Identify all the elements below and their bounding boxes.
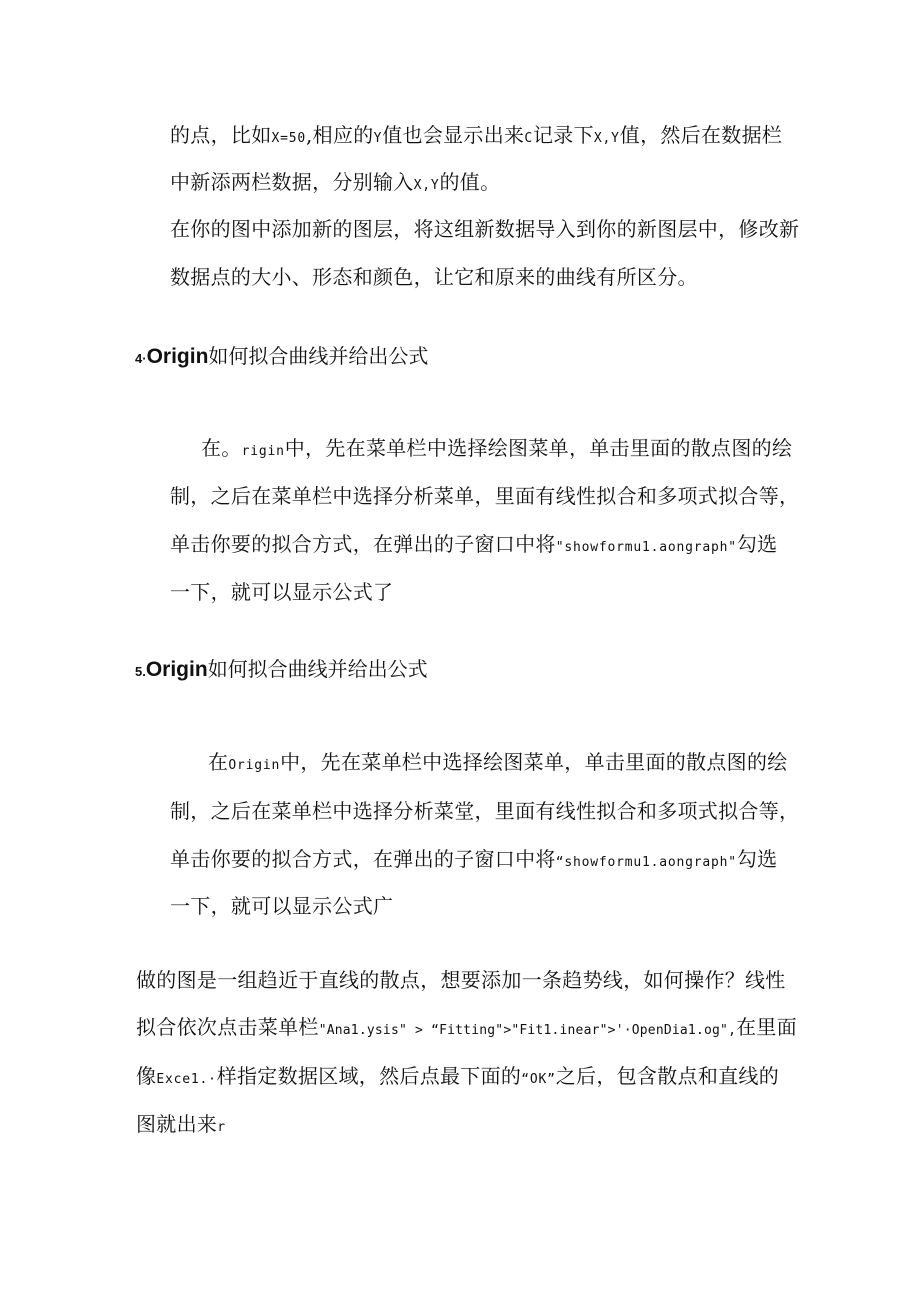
text-run: 的点，比如 — [170, 123, 272, 147]
paragraph-5-line-3 — [136, 1062, 779, 1094]
text-run: 勾选 — [736, 532, 778, 556]
text-run: “OK” — [521, 1072, 556, 1087]
text-run: 中，先在菜单栏中选择绘图菜单，单击里面的散点图的绘 — [284, 436, 793, 460]
text-run: "Ana1.ysis" > “Fitting">"Fit1.inear">'·OpenDia1.og", — [318, 1023, 737, 1038]
text-run: 样指定数据区域，然后点最下面的 — [216, 1064, 522, 1088]
text-run: r — [217, 1120, 226, 1135]
text-run: 图就出来 — [136, 1112, 218, 1136]
paragraph-5-line-1: 做的图是一组趋近于直线的散点，想要添加一条趋势线，如何操作？线性 — [136, 968, 786, 992]
paragraph-4-line-1 — [208, 748, 788, 780]
text-run: X,Y — [593, 131, 620, 146]
text-run: C — [524, 131, 533, 146]
text-run: 的值。 — [439, 170, 501, 194]
heading-keyword: Origin — [145, 658, 208, 681]
text-run: rigin — [241, 444, 285, 459]
section-heading-5 — [135, 655, 428, 686]
paragraph-5-line-4 — [136, 1110, 226, 1142]
text-run: 在里面 — [736, 1015, 797, 1039]
paragraph-1-line-1 — [170, 121, 782, 153]
text-run: Exce1.· — [156, 1072, 217, 1087]
heading-number: 4· — [135, 351, 147, 366]
text-run: 记录下 — [532, 123, 594, 147]
text-run: 单击你要的拟合方式，在弹出的子窗口中将 — [170, 847, 556, 871]
text-run: X=50 — [271, 131, 307, 146]
text-run: 勾选 — [736, 847, 778, 871]
text-run: 拟合依次点击菜单栏 — [136, 1015, 319, 1039]
text-run: Y — [373, 131, 383, 146]
text-run: X,Y — [413, 178, 440, 193]
text-run: 值，然后在数据栏 — [619, 123, 783, 147]
text-run: “showformu1.aongraph" — [555, 855, 737, 870]
text-run: 之后，包含散点和直线的 — [555, 1064, 780, 1088]
heading-keyword: Origin — [146, 345, 209, 368]
text-run: ,相应的 — [306, 123, 374, 147]
heading-text: 如何拟合曲线并给出公式 — [208, 344, 429, 368]
heading-text: 如何拟合曲线并给出公式 — [207, 657, 428, 681]
text-run: 中新添两栏数据，分别输入 — [170, 170, 414, 194]
paragraph-3-line-4: 一下，就可以显示公式了 — [170, 580, 394, 604]
section-heading-4 — [135, 342, 428, 373]
heading-number: 5. — [135, 664, 146, 679]
text-run: 单击你要的拟合方式，在弹出的子窗口中将 — [170, 532, 556, 556]
paragraph-1-line-2 — [170, 168, 500, 200]
paragraph-4-line-2: 制，之后在菜单栏中选择分析菜堂，里面有线性拟合和多项式拟合等， — [170, 799, 800, 823]
paragraph-4-line-3 — [170, 845, 777, 877]
text-run: 像 — [136, 1064, 157, 1088]
text-run: 值也会显示出来 — [382, 123, 525, 147]
text-run: "showformu1.aongraph" — [555, 540, 737, 555]
paragraph-4-line-4: 一下，就可以显示公式广 — [170, 894, 394, 918]
text-run: 在 — [208, 750, 229, 774]
paragraph-5-line-2 — [136, 1013, 797, 1045]
text-run: 中，先在菜单栏中选择绘图菜单，单击里面的散点图的绘 — [280, 750, 788, 774]
paragraph-3-line-2: 制，之后在菜单栏中选择分析菜单，里面有线性拟合和多项式拟合等， — [170, 484, 800, 508]
text-run: 在。 — [201, 436, 242, 460]
paragraph-2-line-2: 数据点的大小、形态和颜色，让它和原来的曲线有所区分。 — [170, 265, 698, 289]
paragraph-2-line-1: 在你的图中添加新的图层，将这组新数据导入到你的新图层中，修改新 — [170, 217, 800, 241]
text-run: Origin — [228, 758, 281, 773]
paragraph-3-line-3 — [170, 530, 777, 562]
paragraph-3-line-1 — [201, 434, 792, 466]
